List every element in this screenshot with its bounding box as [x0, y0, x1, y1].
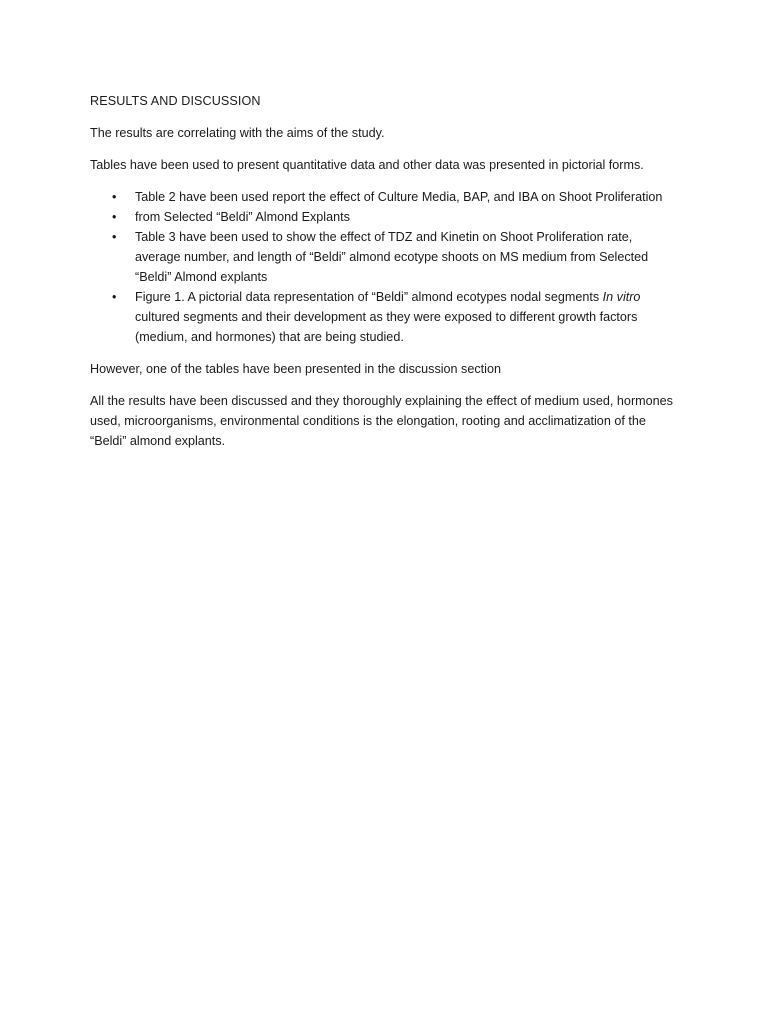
list-item-text: Table 3 have been used to show the effect of TDZ and Kinetin on Shoot Proliferation rate, average number, and length of “Beldi” almond ecotype shoots on MS medium from Selected “Beldi” Almond explants	[135, 230, 649, 284]
list-item-figure1	[112, 287, 680, 347]
bullet-icon: •	[112, 230, 117, 244]
list-item-table2	[112, 187, 680, 207]
list-item-text: Figure 1. A pictorial data representation of “Beldi” almond ecotypes nodal segments	[135, 290, 603, 304]
bullet-icon: •	[112, 210, 117, 224]
list-item-text: from Selected “Beldi” Almond Explants	[135, 210, 350, 224]
paragraph-conclusion: All the results have been discussed and they thoroughly explaining the effect of medium used, hormones used, microorganisms, environmental conditions is the elongation, rooting and acclimatization of the “Beldi” almond explants.	[90, 394, 673, 448]
list-item-text: Table 2 have been used report the effect of Culture Media, BAP, and IBA on Shoot Proliferation	[135, 190, 663, 204]
bullet-icon: •	[112, 190, 117, 204]
document-page	[90, 91, 680, 463]
list-item-text-continued: cultured segments and their development as they were exposed to different growth factors (medium, and hormones) that are being studied.	[135, 310, 638, 344]
bullet-icon: •	[112, 290, 117, 304]
paragraph-discussion-note: However, one of the tables have been presented in the discussion section	[90, 362, 501, 376]
bullet-list	[90, 187, 680, 347]
paragraph-tables-intro: Tables have been used to present quantitative data and other data was presented in pictorial forms.	[90, 158, 644, 172]
italic-term: In vitro	[602, 290, 641, 304]
section-heading: RESULTS AND DISCUSSION	[90, 94, 261, 108]
paragraph-aims: The results are correlating with the aims of the study.	[90, 126, 385, 140]
list-item-table3	[112, 227, 680, 287]
list-item-table2-continued	[112, 207, 680, 227]
